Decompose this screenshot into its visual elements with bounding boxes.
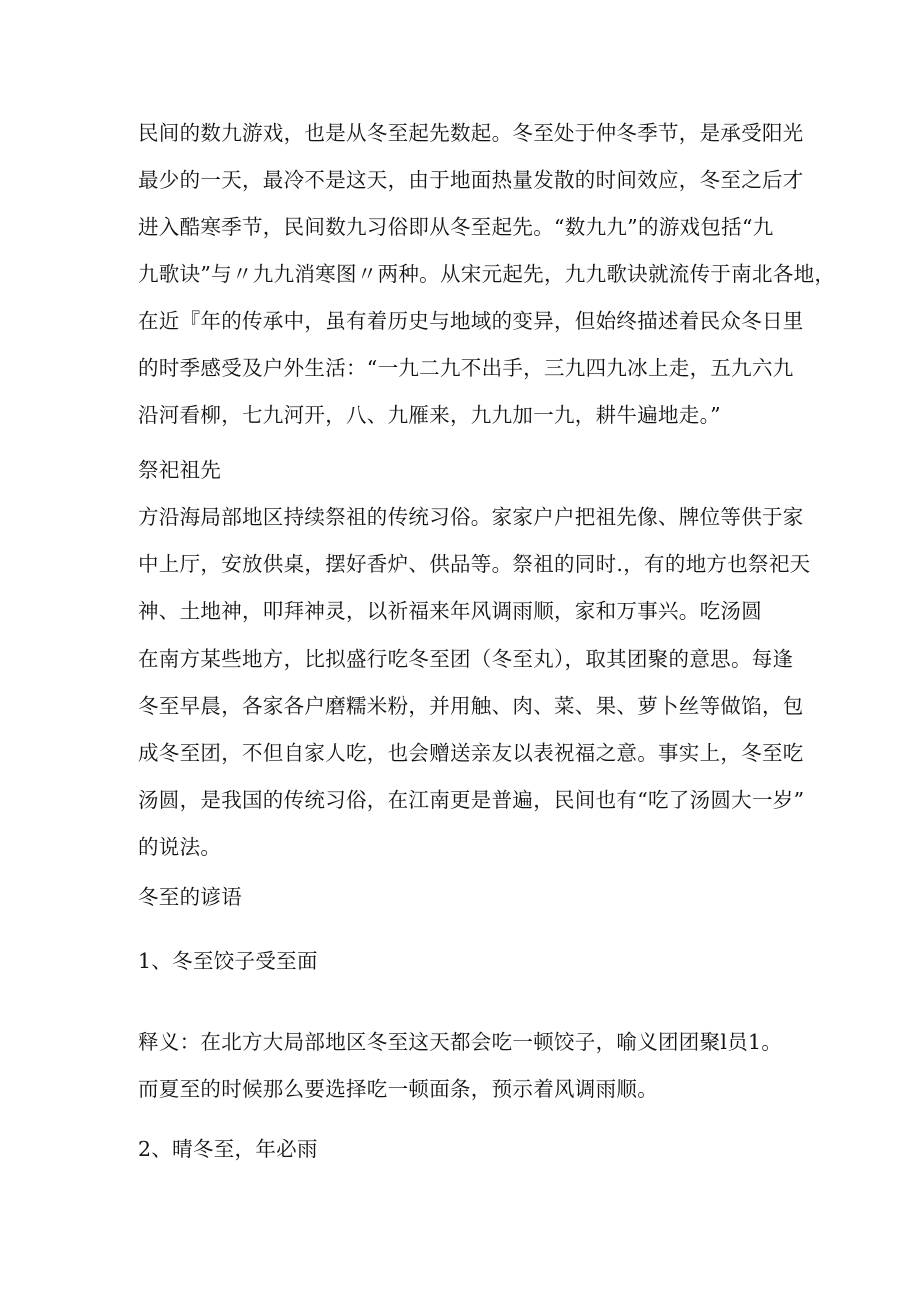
text-line: 方沿海局部地区持续祭祖的传统习俗。家家户户把祖先像、牌位等供于家 (138, 505, 804, 529)
proverb-2-title (138, 1126, 798, 1173)
text-line: 汤圆，是我国的传统习俗，在江南更是普遍，民间也有“吃了汤圆大一岁” (138, 788, 805, 812)
paragraph-shu-jiu (138, 110, 836, 439)
heading-proverbs (138, 874, 798, 921)
proverb-title-text: 1、冬至饺子受至面 (138, 949, 318, 973)
text-line: 九歌诀”与〃九九消寒图〃两种。从宋元起先，九九歌诀就流传于南北各地， (138, 262, 836, 286)
proverb-title-text: 2、晴冬至，年必雨 (138, 1137, 318, 1161)
text-line: 成冬至团，不但自家人吃，也会赠送亲友以表祝福之意。事实上，冬至吃 (138, 741, 804, 765)
text-line: 的时季感受及户外生活：“一九二九不出手，三九四九冰上走，五九六九 (138, 356, 794, 380)
paragraph-ancestor-worship (138, 494, 811, 635)
text-line: 神、土地神，叩拜神灵，以祈福来年风调雨顺，家和万事兴。吃汤圆 (138, 599, 762, 623)
heading-text: 冬至的谚语 (138, 885, 242, 909)
text-line: 的说法。 (138, 835, 222, 859)
heading-ancestor-worship (138, 447, 798, 494)
paragraph-tangyuan (138, 636, 805, 871)
text-line: 冬至早晨，各家各户磨糯米粉，并用触、肉、菜、果、萝卜丝等做馅，包 (138, 694, 804, 718)
text-line: 沿河看柳，七九河开，八、九雁来，九九加一九，耕牛遍地走。” (138, 403, 721, 427)
text-line: 中上厅，安放供桌，摆好香炉、供品等。祭祖的同时.，有的地方也祭祀天 (138, 552, 811, 576)
heading-text: 祭祀祖先 (138, 458, 222, 482)
proverb-1-title (138, 938, 798, 985)
text-line: 民间的数九游戏，也是从冬至起先数起。冬至处于仲冬季节，是承受阳光 (138, 121, 804, 145)
text-line: 最少的一天，最冷不是这天，由于地面热量发散的时间效应，冬至之后才 (138, 168, 804, 192)
text-line: 进入酷寒季节，民间数九习俗即从冬至起先。“数九九”的游戏包括“九 (138, 215, 774, 239)
proverb-1-explanation (138, 1019, 798, 1113)
text-line: 而夏至的时候那么要选择吃一顿面条，预示着风调雨顺。 (138, 1077, 658, 1101)
text-line: 在近『年的传承中，虽有着历史与地域的变异，但始终描述着民众冬日里 (138, 309, 804, 333)
text-line: 释义：在北方大局部地区冬至这天都会吃一顿饺子，喻义团团聚l员1。 (138, 1030, 783, 1054)
text-line: 在南方某些地方，比拟盛行吃冬至团（冬至丸），取其团聚的意思。每逢 (138, 647, 794, 671)
